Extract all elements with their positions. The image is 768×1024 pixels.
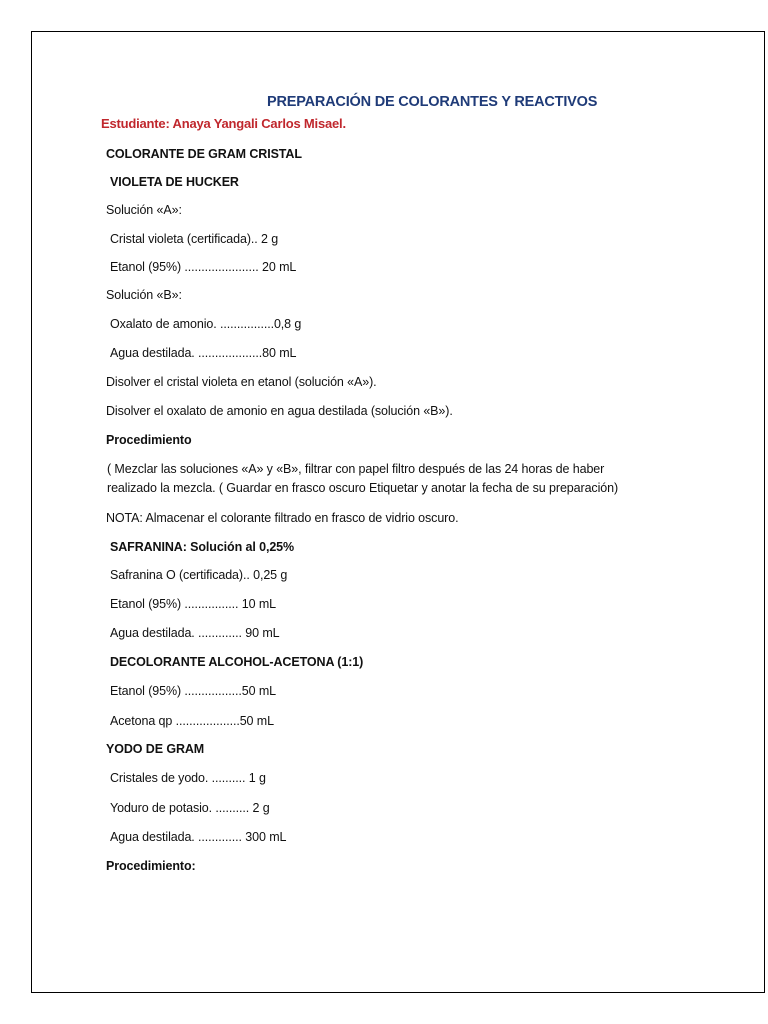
solucion-b-label: Solución «B»:	[106, 288, 182, 302]
ingredient-line: Cristales de yodo. .......... 1 g	[110, 771, 266, 785]
heading-yodo-gram: YODO DE GRAM	[106, 742, 205, 756]
ingredient-line: Etanol (95%) ................ 10 mL	[110, 597, 277, 611]
heading-colorante-gram-cristal: COLORANTE DE GRAM CRISTAL	[106, 147, 302, 161]
instruction-line: Disolver el oxalato de amonio en agua destilada (solución «B»).	[106, 404, 453, 418]
heading-procedimiento-2: Procedimiento:	[106, 859, 196, 873]
heading-safranina: SAFRANINA: Solución al 0,25%	[110, 540, 295, 554]
nota-line: NOTA: Almacenar el colorante filtrado en frasco de vidrio oscuro.	[106, 511, 459, 525]
paragraph-line: ( Mezclar las soluciones «A» y «B», filtrar con papel filtro después de las 24 horas de haber	[107, 462, 605, 476]
heading-decolorante: DECOLORANTE ALCOHOL-ACETONA (1:1)	[110, 655, 364, 669]
ingredient-line: Agua destilada. ............. 300 mL	[110, 830, 287, 844]
instruction-line: Disolver el cristal violeta en etanol (solución «A»).	[106, 375, 377, 389]
solucion-a-label: Solución «A»:	[106, 203, 182, 217]
ingredient-line: Cristal violeta (certificada).. 2 g	[110, 232, 279, 246]
student-name: Estudiante: Anaya Yangali Carlos Misael.	[101, 116, 346, 131]
heading-violeta-hucker: VIOLETA DE HUCKER	[110, 175, 239, 189]
document-title: PREPARACIÓN DE COLORANTES Y REACTIVOS	[267, 94, 598, 110]
ingredient-line: Yoduro de potasio. .......... 2 g	[110, 801, 270, 815]
procedure-paragraph	[107, 460, 667, 498]
ingredient-line: Etanol (95%) .................50 mL	[110, 684, 277, 698]
ingredient-line: Agua destilada. ............. 90 mL	[110, 626, 280, 640]
ingredient-line: Agua destilada. ...................80 mL	[110, 346, 297, 360]
paragraph-line: realizado la mezcla. ( Guardar en frasco oscuro Etiquetar y anotar la fecha de su preparación)	[107, 481, 619, 495]
ingredient-line: Acetona qp ...................50 mL	[110, 714, 274, 728]
ingredient-line: Etanol (95%) ...................... 20 mL	[110, 260, 297, 274]
heading-procedimiento: Procedimiento	[106, 433, 192, 447]
ingredient-line: Oxalato de amonio. ................0,8 g	[110, 317, 302, 331]
ingredient-line: Safranina O (certificada).. 0,25 g	[110, 568, 288, 582]
